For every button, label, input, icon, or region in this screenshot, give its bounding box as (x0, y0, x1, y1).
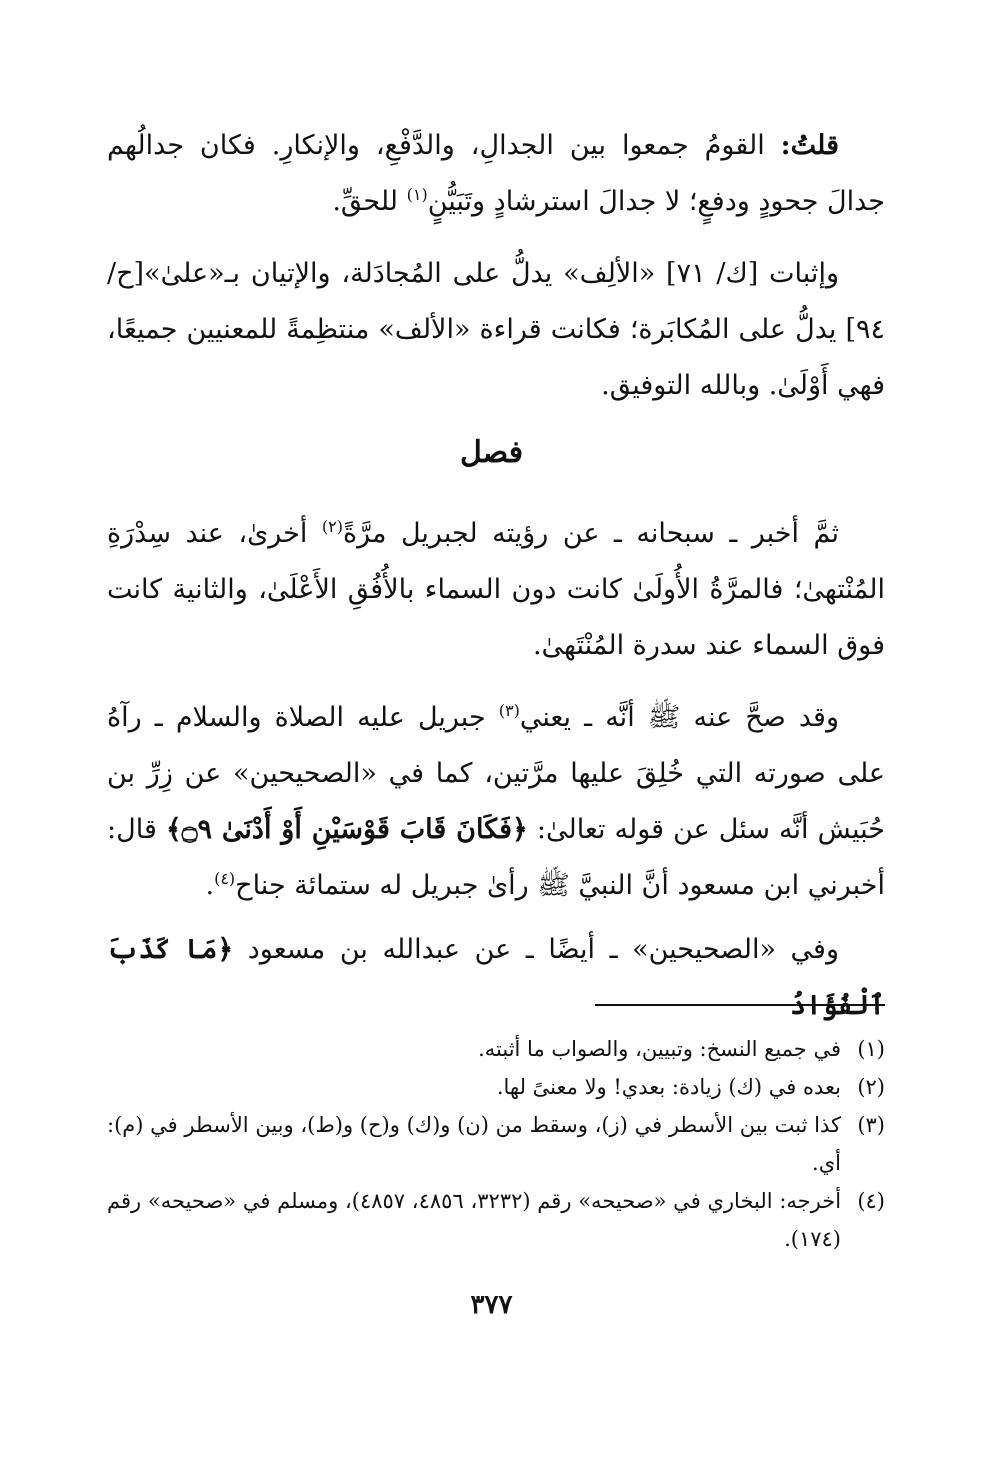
paragraph-1 (107, 118, 885, 230)
footnote-text: كذا ثبت بين الأسطر في (ز)، وسقط من (ن) و(ك) و(ح) و(ط)، وبين الأسطر في (م): أي. (107, 1113, 841, 1175)
page-number: ٣٧٧ (470, 1290, 513, 1320)
paragraph-3-tail: أخرىٰ، عند سِدْرَةِ المُنْتهىٰ؛ فالمرَّةُ الأُولَىٰ كانت دون السماء بالأُفُقِ الأَعْلَىٰ، والثانية كانت فوق السماء عند سدرة المُنْتَهىٰ. (107, 518, 885, 661)
quran-verse: ﴿مَا كَذَبَ ٱلْفُؤَادُ (107, 934, 885, 1021)
footnote (107, 1030, 885, 1068)
paragraph-2-text: وإثبات [ك/ ٧١] «الألِف» يدلُّ على المُجادَلة، والإتيان بـ«علىٰ»[ح/ ٩٤] يدلُّ على المُكابَرة؛ فكانت قراءة «الألف» منتظِمةً للمعنيين جميعًا، فهي أَوْلَىٰ. وبالله التوفيق. (107, 258, 885, 401)
footnote-text: بعده في (ك) زيادة: بعدي! ولا معنىً لها. (496, 1075, 841, 1099)
quran-verse: ﴿فَكَانَ قَابَ قَوْسَيْنِ أَوْ أَدْنَىٰ ۝٩﴾ (165, 814, 528, 845)
indent (839, 702, 885, 733)
paragraph-3-text: ثمَّ أخبر ـ سبحانه ـ عن رؤيته لجبريل مرَّةً (342, 518, 839, 549)
footnote-ref-3[interactable]: (٣) (498, 701, 520, 720)
footnote-number: (٢) (857, 1075, 885, 1099)
paragraph-5-text: وفي «الصحيحين» ـ أيضًا ـ عن عبدالله بن مسعود (233, 934, 839, 965)
paragraph-1-text: القومُ جمعوا بين الجدالِ، والدَّفْعِ، والإنكارِ. فكان جدالُهم جدالَ جحودٍ ودفعٍ؛ لا جدالَ استرشادٍ وتَبَيُّنٍ (107, 130, 885, 217)
paragraph-1-tail: للحقِّ. (332, 186, 407, 217)
qultu-lead: قلتُ: (780, 130, 839, 161)
paragraph-4-tail3: . (205, 870, 215, 901)
section-heading: فصل (459, 435, 524, 470)
paragraph-3 (107, 506, 885, 674)
indent (839, 934, 885, 965)
footnote-separator (595, 1004, 885, 1006)
indent (839, 130, 885, 161)
footnote-number: (٤) (857, 1189, 885, 1213)
paragraph-4 (107, 690, 885, 914)
footnote-ref-1[interactable]: (١) (406, 185, 428, 204)
paragraph-4-tail: جبريل عليه الصلاة والسلام ـ رآهُ على صورته التي خُلِقَ عليها مرَّتين، كما في «الصحيحين» عن زِرِّ بن حُبَيش أنَّه سئل عن قوله تعالىٰ: (107, 702, 886, 845)
paragraph-4-text: وقد صحَّ عنه ﷺ أنَّه ـ يعني (519, 702, 839, 733)
footnote (107, 1182, 885, 1258)
footnote-text: في جميع النسخ: وتبيين، والصواب ما أثبته. (478, 1037, 841, 1061)
indent (839, 258, 885, 289)
footnotes (107, 1030, 885, 1258)
footnote-ref-4[interactable]: (٤) (214, 869, 236, 888)
footnote-ref-2[interactable]: (٢) (321, 517, 343, 536)
indent (839, 518, 885, 549)
paragraph-4-tail2: قال: أخبرني ابن مسعود أنَّ النبيَّ ﷺ رأىٰ جبريل له ستمائة جناح (107, 814, 885, 901)
footnote (107, 1106, 885, 1182)
footnote (107, 1068, 885, 1106)
footnote-number: (١) (857, 1037, 885, 1061)
footnote-number: (٣) (857, 1113, 885, 1137)
paragraph-5 (107, 922, 885, 1034)
footnote-text: أخرجه: البخاري في «صحيحه» رقم (٣٢٣٢، ٤٨٥٦، ٤٨٥٧)، ومسلم في «صحيحه» رقم (١٧٤). (107, 1189, 842, 1251)
paragraph-2 (107, 246, 885, 414)
